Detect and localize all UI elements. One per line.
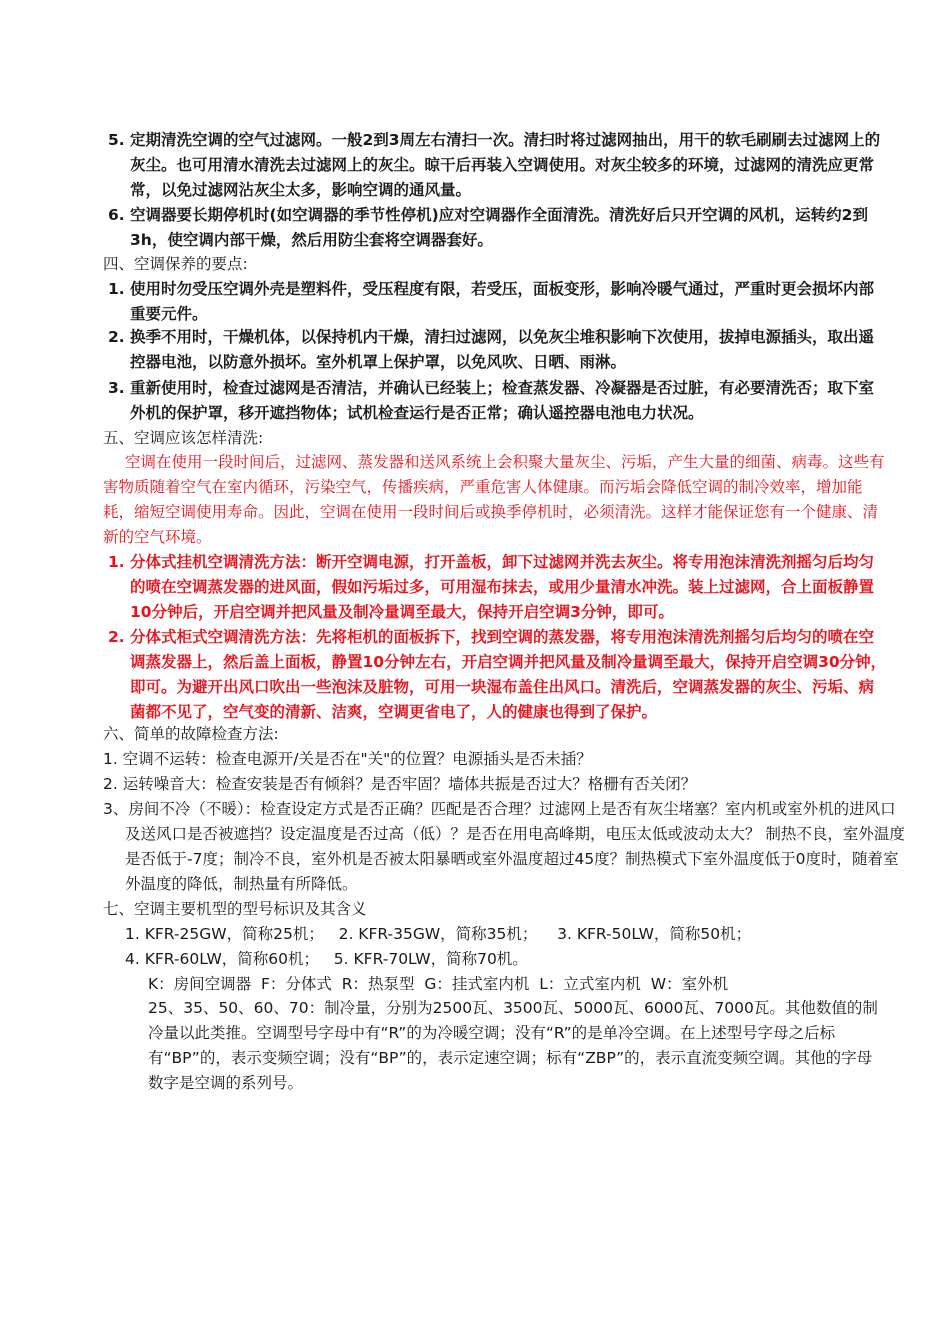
item-number: 5. xyxy=(108,131,125,149)
section-5-item-2 xyxy=(108,625,888,725)
fault-item-1: 1. 空调不运转：检查电源开/关是否在"关"的位置？电源插头是否未插？ xyxy=(103,750,592,768)
item-text: 分体式柜式空调清洗方法：先将柜机的面板拆下，找到空调的蒸发器，将专用泡沫清洗剂摇匀后均匀的喷在空调蒸发器上，然后盖上面板，静置10分钟左右，开启空调并把风量及制冷量调至最大，保持开启空调30分钟，即可。为避开出风口吹出一些泡沫及脏物，可用一块湿布盖住出风口。清洗后，空调蒸发器的灰尘、污垢、病菌都不见了，空气变的清新、洁爽，空调更省电了，人的健康也得到了保护。 xyxy=(130,628,887,721)
item-text: 使用时勿受压空调外壳是塑料件，受压程度有限，若受压，面板变形，影响冷暖气通过，严重时更会损坏内部重要元件。 xyxy=(130,280,875,323)
item-5 xyxy=(108,128,888,203)
section-6-heading: 六、简单的故障检查方法: xyxy=(103,725,279,743)
section-4-heading: 四、空调保养的要点: xyxy=(103,255,248,273)
section-4-item-2 xyxy=(108,325,888,375)
item-text: 重新使用时，检查过滤网是否清洁，并确认已经装上；检查蒸发器、冷凝器是否过脏，有必要清洗否；取下室外机的保护罩，移开遮挡物体；试机检查运行是否正常；确认遥控器电池电力状况。 xyxy=(130,379,875,422)
model-detail: 25、35、50、60、70：制冷量，分别为2500瓦、3500瓦、5000瓦、6000瓦、7000瓦。其他数值的制冷量以此类推。空调型号字母中有“R”的为冷暖空调；没有“R”的是单冷空调。在上述型号字母之后标有“BP”的，表示变频空调；没有“BP”的，表示定速空调；标有“ZBP”的，表示直流变频空调。其他的字母数字是空调的系列号。 xyxy=(148,999,878,1092)
item-number: 1. xyxy=(108,553,125,571)
model-line-2: 4. KFR-60LW，简称60机； 5. KFR-70LW，简称70机。 xyxy=(125,950,528,968)
model-legend: K：房间空调器 F：分体式 R：热泵型 G：挂式室内机 L：立式室内机 W：室外机 xyxy=(148,975,729,993)
item-text: 分体式挂机空调清洗方法：断开空调电源，打开盖板，卸下过滤网并洗去灰尘。将专用泡沫清洗剂摇匀后均匀的喷在空调蒸发器的进风面，假如污垢过多，可用湿布抹去，或用少量清水冲洗。装上过滤网，合上面板静置10分钟后，开启空调并把风量及制冷量调至最大，保持开启空调3分钟，即可。 xyxy=(130,553,875,621)
section-4-item-1 xyxy=(108,277,888,327)
item-number: 3. xyxy=(108,379,125,397)
item-number: 1. xyxy=(108,280,125,298)
item-text: 换季不用时，干燥机体，以保持机内干燥，清扫过滤网，以免灰尘堆积影响下次使用，拔掉电源插头，取出遥控器电池，以防意外损坏。室外机罩上保护罩，以免风吹、日晒、雨淋。 xyxy=(130,328,875,371)
model-line-1: 1. KFR-25GW，简称25机； 2. KFR-35GW，简称35机； 3. KFR-50LW，简称50机； xyxy=(125,925,752,943)
section-7-heading: 七、空调主要机型的型号标识及其含义 xyxy=(103,900,367,918)
item-number: 6. xyxy=(108,206,125,224)
item-number: 2. xyxy=(108,628,125,646)
section-4-item-3 xyxy=(108,376,888,426)
fault-item-2: 2. 运转噪音大：检查安装是否有倾斜？是否牢固？墙体共振是否过大？格栅有否关闭？ xyxy=(103,775,697,793)
item-text: 定期清洗空调的空气过滤网。一般2到3周左右清扫一次。清扫时将过滤网抽出，用干的软毛刷刷去过滤网上的灰尘。也可用清水清洗去过滤网上的灰尘。晾干后再装入空调使用。对灰尘较多的环境，过滤网的清洗应更常常，以免过滤网沾灰尘太多，影响空调的通风量。 xyxy=(130,131,881,199)
section-5-intro: 空调在使用一段时间后，过滤网、蒸发器和送风系统上会积聚大量灰尘、污垢，产生大量的细菌、病毒。这些有害物质随着空气在室内循环，污染空气，传播疾病，严重危害人体健康。而污垢会降低空调的制冷效率，增加能耗，缩短空调使用寿命。因此，空调在使用一段时间后或换季停机时，必须清洗。这样才能保证您有一个健康、清新的空气环境。 xyxy=(103,453,885,546)
section-5-heading: 五、空调应该怎样清洗: xyxy=(103,429,264,447)
item-6 xyxy=(108,203,888,253)
item-number: 2. xyxy=(108,328,125,346)
section-5-item-1 xyxy=(108,550,888,625)
fault-item-3: 3、房间不冷（不暖）：检查设定方式是否正确？匹配是否合理？过滤网上是否有灰尘堵塞？室内机或室外机的进风口及送风口是否被遮挡？设定温度是否过高（低）？是否在用电高峰期，电压太低或波动太大？ 制热不良，室外温度是否低于-7度；制冷不良，室外机是否被太阳暴晒或室外温度超过45度？制热模式下室外温度低于0度时，随着室外温度的降低，制热量有所降低。 xyxy=(103,800,905,893)
item-text: 空调器要长期停机时(如空调器的季节性停机)应对空调器作全面清洗。清洗好后只开空调的风机，运转约2到3h，使空调内部干燥，然后用防尘套将空调器套好。 xyxy=(130,206,868,249)
